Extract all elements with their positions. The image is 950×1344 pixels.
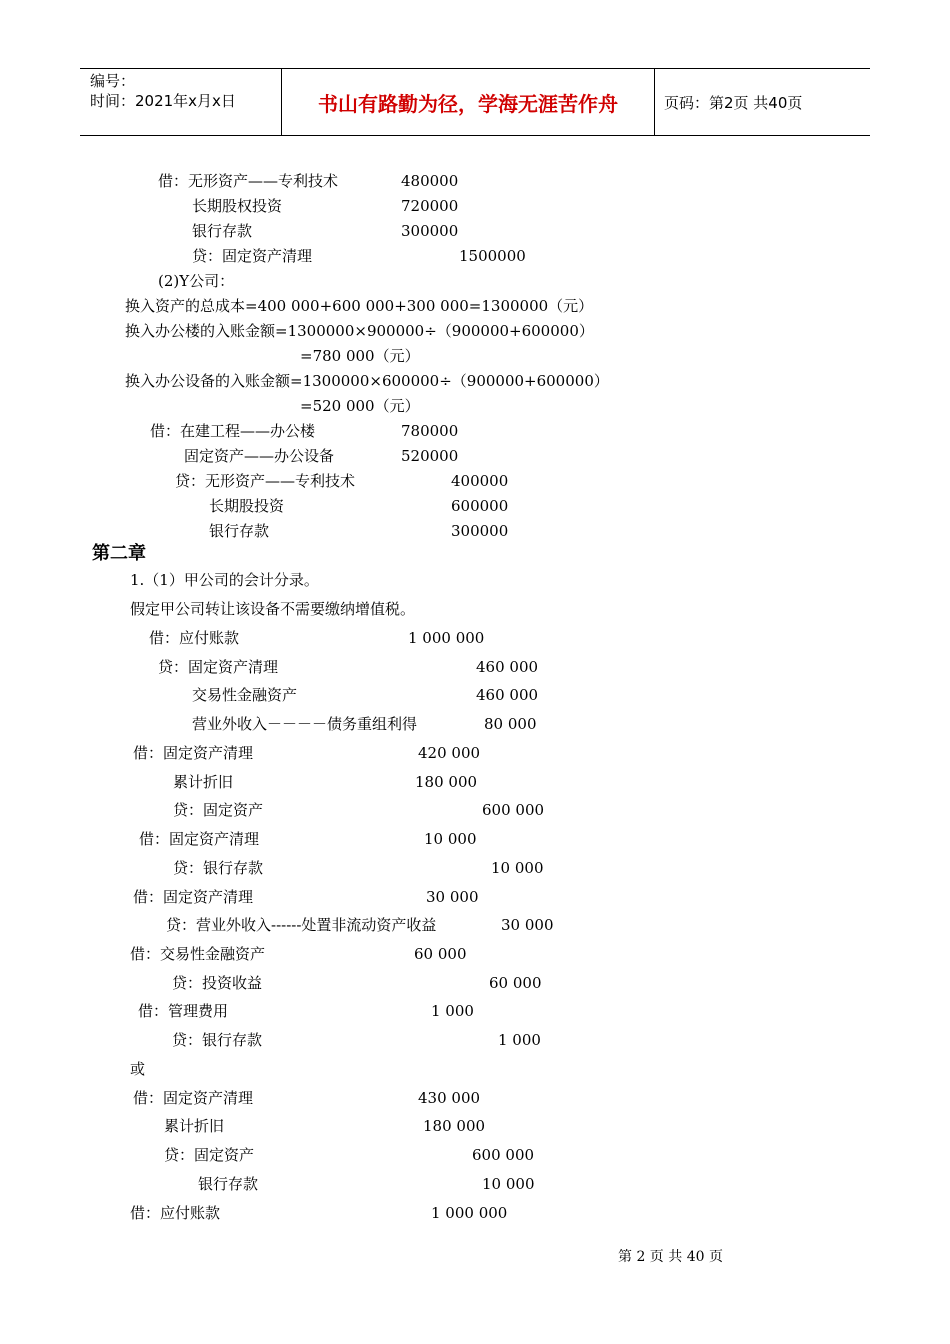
entry-amount: 720000 <box>401 197 459 215</box>
entry-line: 借：无形资产——专利技术 <box>158 172 339 190</box>
entry-line: 固定资产——办公设备 <box>184 447 335 465</box>
entry-line: 或 <box>130 1060 146 1078</box>
entry-line: 借：应付账款 <box>130 1204 221 1222</box>
header-motto: 书山有路勤为径，学海无涯苦作舟 <box>318 92 618 116</box>
entry-line: =520 000（元） <box>300 397 420 415</box>
entry-line: 借：固定资产清理 <box>133 888 254 906</box>
entry-amount: 460 000 <box>476 658 539 676</box>
entry-line: 累计折旧 <box>173 773 234 791</box>
entry-line: 借：交易性金融资产 <box>130 945 266 963</box>
entry-amount: 300000 <box>451 522 509 540</box>
entry-amount: 1500000 <box>459 247 526 265</box>
entry-line: =780 000（元） <box>300 347 420 365</box>
entry-amount: 30 000 <box>501 916 554 934</box>
entry-amount: 1 000 000 <box>431 1204 508 1222</box>
entry-line: 长期股权投资 <box>192 197 283 215</box>
entry-line: 贷：银行存款 <box>173 859 264 877</box>
entry-amount: 30 000 <box>426 888 479 906</box>
entry-amount: 600 000 <box>482 801 545 819</box>
entry-amount: 80 000 <box>484 715 537 733</box>
entry-line: 营业外收入－－－－债务重组利得 <box>192 715 418 733</box>
entry-line: 贷：营业外收入------处置非流动资产收益 <box>166 916 437 934</box>
entry-line: 借：管理费用 <box>138 1002 229 1020</box>
entry-amount: 180 000 <box>423 1117 486 1135</box>
entry-line: 换入办公楼的入账金额=1300000×900000÷（900000+600000） <box>125 322 594 340</box>
entry-amount: 520000 <box>401 447 459 465</box>
entry-line: 银行存款 <box>198 1175 259 1193</box>
entry-line: 长期股投资 <box>209 497 285 515</box>
chapter-heading: 第二章 <box>92 543 146 564</box>
entry-amount: 460 000 <box>476 686 539 704</box>
header-page-label: 页码：第2页 共40页 <box>664 94 803 112</box>
entry-line: 贷：无形资产——专利技术 <box>175 472 356 490</box>
entry-line: 借：在建工程——办公楼 <box>150 422 316 440</box>
entry-line: 交易性金融资产 <box>192 686 298 704</box>
entry-line: 借：固定资产清理 <box>139 830 260 848</box>
entry-line: 贷：固定资产 <box>173 801 264 819</box>
header-bottom-rule <box>80 135 870 136</box>
entry-amount: 420 000 <box>418 744 481 762</box>
entry-line: 贷：固定资产清理 <box>158 658 279 676</box>
entry-amount: 400000 <box>451 472 509 490</box>
header-divider-right <box>654 68 655 136</box>
entry-amount: 1 000 <box>431 1002 474 1020</box>
page-footer: 第 2 页 共 40 页 <box>618 1249 723 1265</box>
entry-amount: 60 000 <box>489 974 542 992</box>
entry-line: 贷：投资收益 <box>172 974 263 992</box>
entry-line: 累计折旧 <box>164 1117 225 1135</box>
entry-amount: 430 000 <box>418 1089 481 1107</box>
header-number-label: 编号： <box>90 72 136 90</box>
entry-line: 借：固定资产清理 <box>133 1089 254 1107</box>
entry-amount: 480000 <box>401 172 459 190</box>
entry-amount: 60 000 <box>414 945 467 963</box>
header-date-label: 时间：2021年x月x日 <box>90 92 236 110</box>
entry-line: 换入办公设备的入账金额=1300000×600000÷（900000+600000） <box>125 372 609 390</box>
entry-amount: 180 000 <box>415 773 478 791</box>
entry-line: 银行存款 <box>192 222 253 240</box>
entry-amount: 1 000 <box>498 1031 541 1049</box>
entry-amount: 300000 <box>401 222 459 240</box>
entry-line: 借：固定资产清理 <box>133 744 254 762</box>
entry-line: 1.（1）甲公司的会计分录。 <box>130 571 319 589</box>
entry-amount: 1 000 000 <box>408 629 485 647</box>
entry-line: 银行存款 <box>209 522 270 540</box>
entry-line: (2)Y公司： <box>158 272 235 290</box>
header-top-rule <box>80 68 870 69</box>
entry-amount: 10 000 <box>482 1175 535 1193</box>
entry-line: 假定甲公司转让该设备不需要缴纳增值税。 <box>130 600 416 618</box>
entry-amount: 780000 <box>401 422 459 440</box>
entry-line: 换入资产的总成本=400 000+600 000+300 000=1300000（元） <box>125 297 594 315</box>
entry-amount: 600 000 <box>472 1146 535 1164</box>
entry-line: 借：应付账款 <box>149 629 240 647</box>
entry-line: 贷：固定资产清理 <box>192 247 313 265</box>
entry-amount: 10 000 <box>424 830 477 848</box>
entry-amount: 10 000 <box>491 859 544 877</box>
entry-line: 贷：银行存款 <box>172 1031 263 1049</box>
entry-line: 贷：固定资产 <box>164 1146 255 1164</box>
entry-amount: 600000 <box>451 497 509 515</box>
